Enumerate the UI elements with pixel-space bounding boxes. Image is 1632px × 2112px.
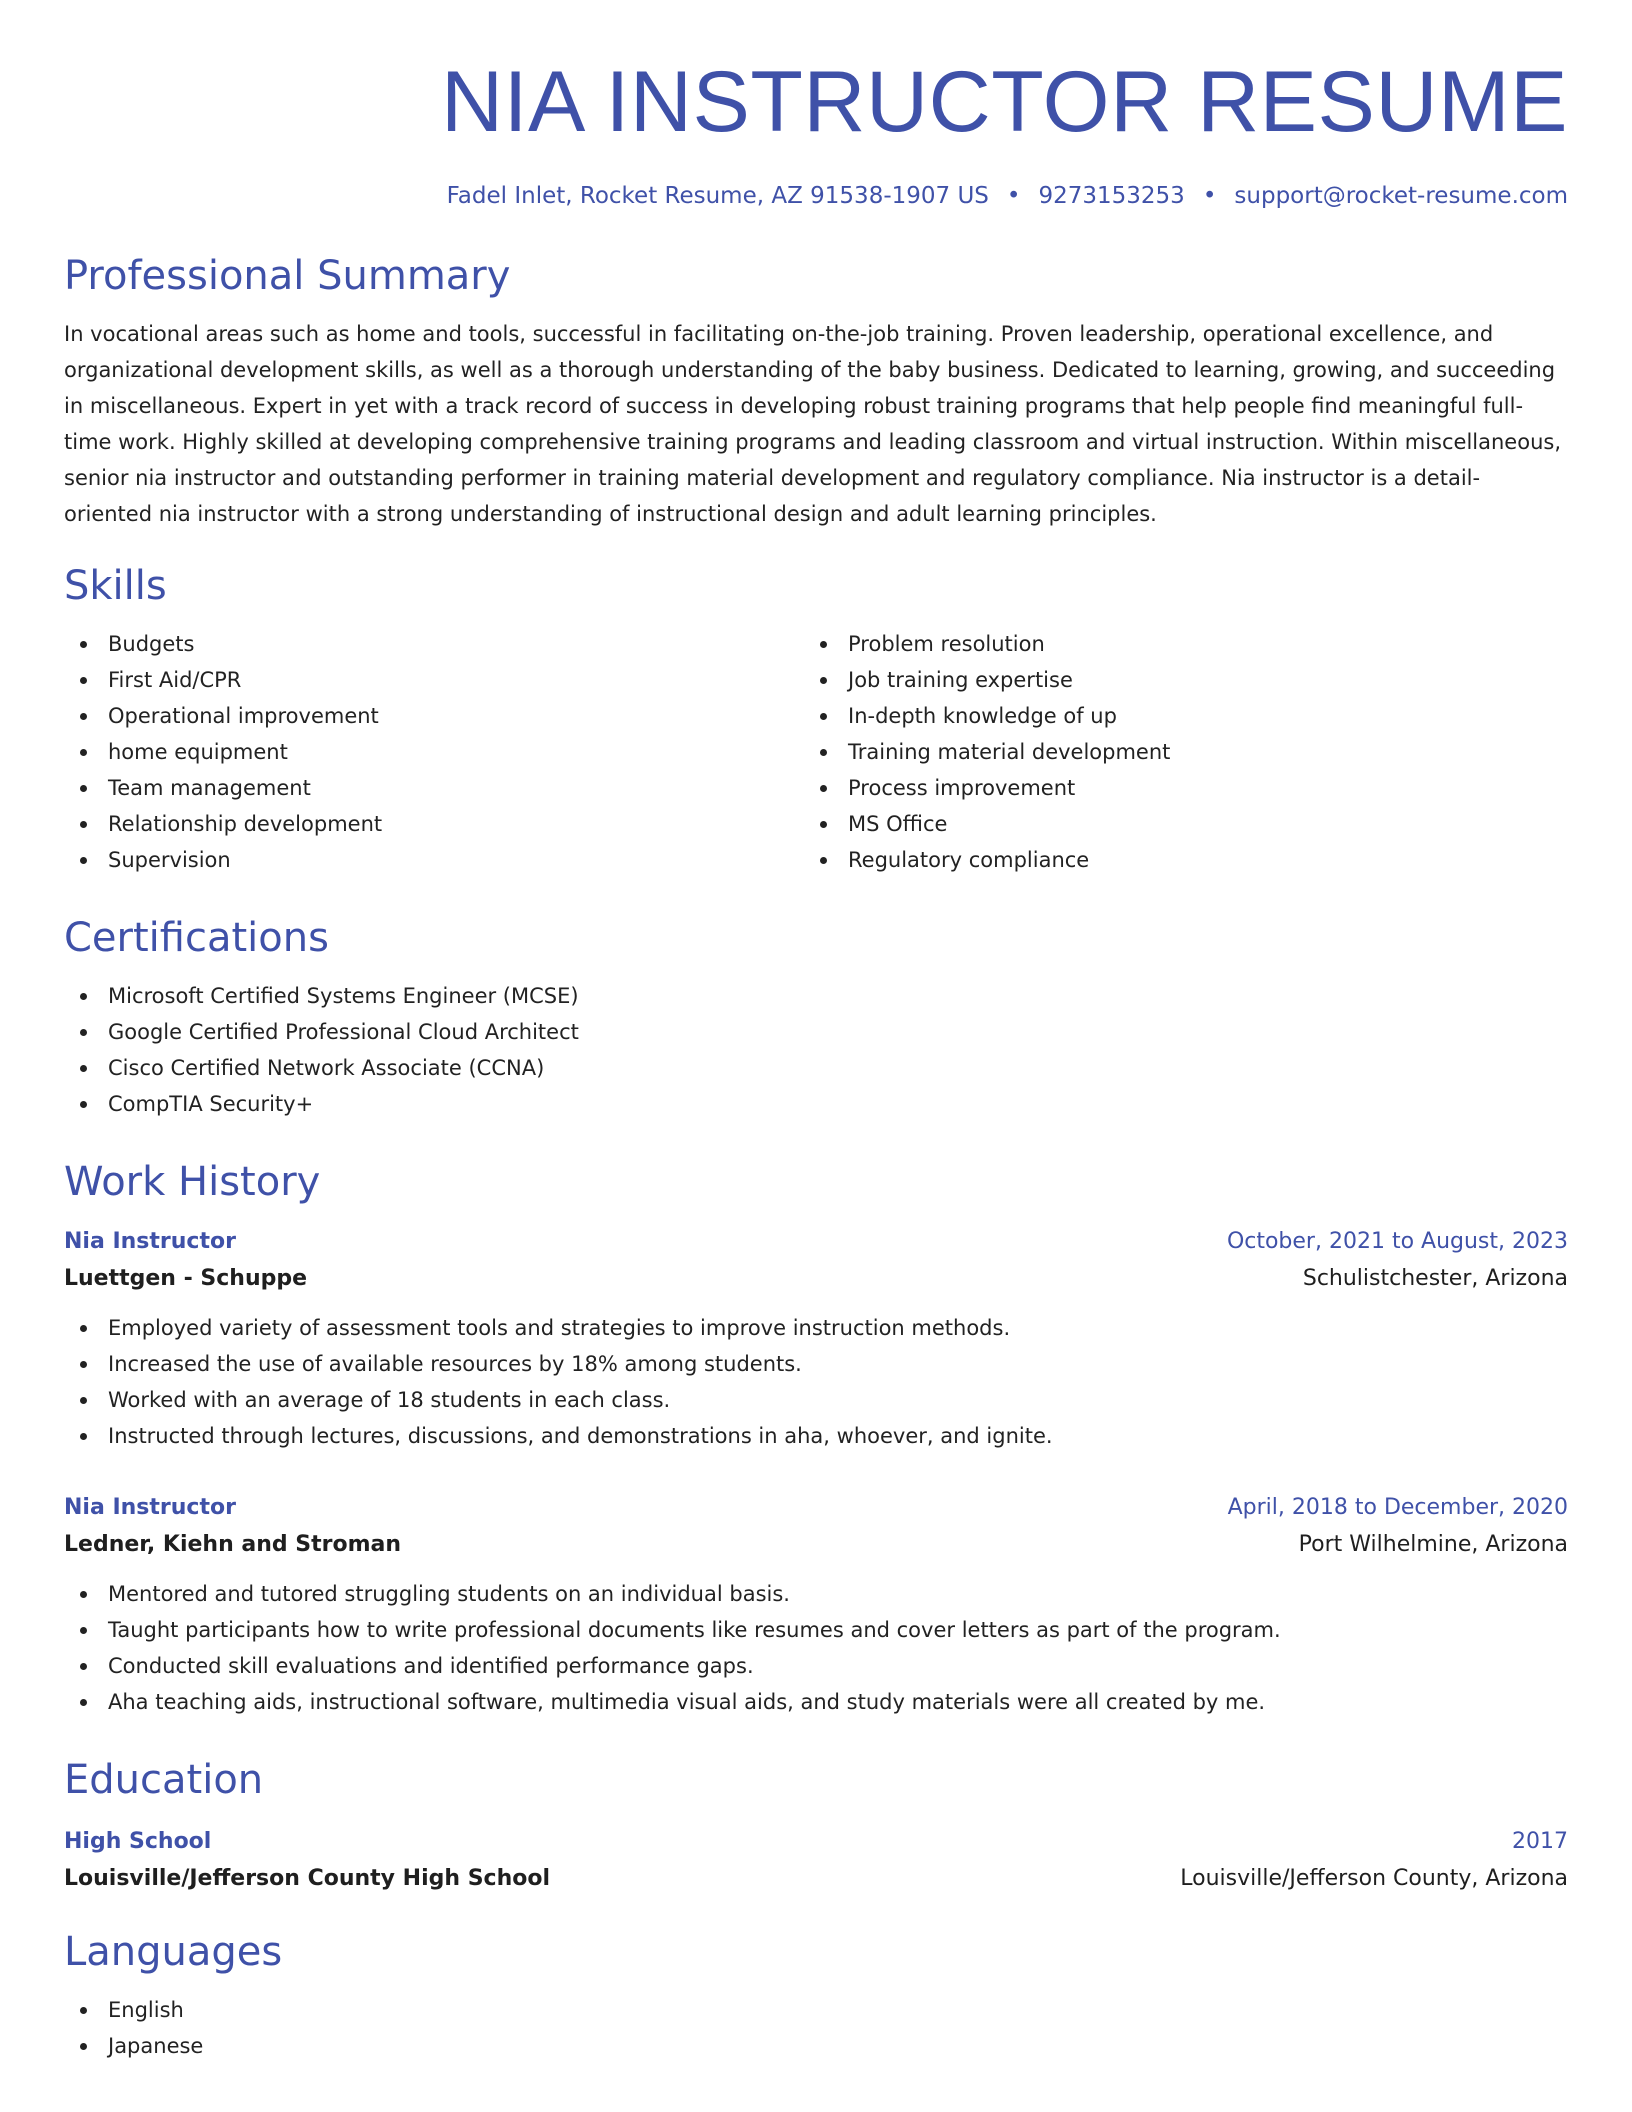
certification-item: Cisco Certified Network Associate (CCNA) — [64, 1050, 1568, 1086]
education-location: Louisville/Jefferson County, Arizona — [1180, 1866, 1568, 1891]
job-bullet: Taught participants how to write professional documents like resumes and cover letters as part of the program. — [64, 1612, 1568, 1648]
certification-item: Google Certified Professional Cloud Architect — [64, 1014, 1568, 1050]
job-dates: October, 2021 to August, 2023 — [1226, 1229, 1568, 1254]
job-bullet: Instructed through lectures, discussions, and demonstrations in aha, whoever, and ignite. — [64, 1418, 1568, 1454]
contact-line — [64, 180, 1568, 212]
languages-list — [64, 1992, 1568, 2064]
education-entry — [64, 1824, 1568, 1898]
contact-address: Fadel Inlet, Rocket Resume, AZ 91538-1907 US — [446, 183, 989, 209]
job-title-row — [64, 1224, 1568, 1260]
certification-item: Microsoft Certified Systems Engineer (MCSE) — [64, 978, 1568, 1014]
job-company: Ledner, Kiehn and Stroman — [64, 1532, 402, 1557]
resume-header — [64, 52, 1568, 212]
skill-item: Regulatory compliance — [804, 842, 1544, 878]
certifications-section — [64, 912, 1568, 1122]
skill-item: Operational improvement — [64, 698, 804, 734]
job-role: Nia Instructor — [64, 1229, 236, 1254]
skill-item: Supervision — [64, 842, 804, 878]
resume-name: NIA INSTRUCTOR RESUME — [440, 54, 1568, 150]
job-bullets — [64, 1310, 1568, 1454]
job-title-row — [64, 1490, 1568, 1526]
job-entry — [64, 1490, 1568, 1720]
skills-right-column — [804, 626, 1544, 878]
languages-section — [64, 1926, 1568, 2064]
skill-item: Job training expertise — [804, 662, 1544, 698]
certification-item: CompTIA Security+ — [64, 1086, 1568, 1122]
contact-separator: • — [1202, 183, 1217, 209]
job-role: Nia Instructor — [64, 1495, 236, 1520]
skill-item: MS Office — [804, 806, 1544, 842]
skill-item: Training material development — [804, 734, 1544, 770]
certifications-list — [64, 978, 1568, 1122]
skill-item: Team management — [64, 770, 804, 806]
job-dates: April, 2018 to December, 2020 — [1227, 1495, 1568, 1520]
education-degree-row — [64, 1824, 1568, 1860]
work-history-section — [64, 1156, 1568, 1720]
job-location: Schulistchester, Arizona — [1302, 1266, 1568, 1291]
education-school: Louisville/Jefferson County High School — [64, 1866, 551, 1891]
skill-item: Problem resolution — [804, 626, 1544, 662]
language-item: English — [64, 1992, 1568, 2028]
education-degree: High School — [64, 1829, 212, 1854]
contact-phone: 9273153253 — [1038, 183, 1185, 209]
job-bullet: Conducted skill evaluations and identified performance gaps. — [64, 1648, 1568, 1684]
language-item: Japanese — [64, 2028, 1568, 2064]
contact-email[interactable]: support@rocket-resume.com — [1234, 183, 1568, 209]
skills-columns — [64, 626, 1568, 878]
summary-section — [64, 250, 1568, 532]
skill-item: Budgets — [64, 626, 804, 662]
education-school-row — [64, 1860, 1568, 1898]
job-location: Port Wilhelmine, Arizona — [1298, 1532, 1568, 1557]
job-bullets — [64, 1576, 1568, 1720]
skills-section — [64, 560, 1568, 878]
job-bullet: Mentored and tutored struggling students on an individual basis. — [64, 1576, 1568, 1612]
skill-item: home equipment — [64, 734, 804, 770]
skill-item: First Aid/CPR — [64, 662, 804, 698]
skill-item: Process improvement — [804, 770, 1544, 806]
education-section — [64, 1754, 1568, 1898]
skill-item: In-depth knowledge of up — [804, 698, 1544, 734]
certifications-heading: Certifications — [64, 915, 329, 961]
job-bullet: Worked with an average of 18 students in each class. — [64, 1382, 1568, 1418]
job-company-row — [64, 1526, 1568, 1564]
skill-item: Relationship development — [64, 806, 804, 842]
summary-heading: Professional Summary — [64, 253, 511, 299]
job-bullet: Increased the use of available resources by 18% among students. — [64, 1346, 1568, 1382]
job-entry — [64, 1224, 1568, 1454]
summary-text: In vocational areas such as home and tools, successful in facilitating on-the-job training. Proven leadership, operational excellence, and organizational development skills, as well as a thorough understanding of the baby business. Dedicated to learning, growing, and succeeding in miscellaneous. Expert in yet with a track record of success in developing robust training programs that help people find meaningful full-time work. Highly skilled at developing comprehensive training programs and leading classroom and virtual instruction. Within miscellaneous, senior nia instructor and outstanding performer in training material development and regulatory compliance. Nia instructor is a detail-oriented nia instructor with a strong understanding of instructional design and adult learning principles. — [64, 322, 1561, 526]
contact-separator: • — [1006, 183, 1021, 209]
skills-heading: Skills — [64, 563, 167, 609]
skills-left-column — [64, 626, 804, 878]
languages-heading: Languages — [64, 1929, 283, 1975]
job-company: Luettgen - Schuppe — [64, 1266, 308, 1291]
job-company-row — [64, 1260, 1568, 1298]
job-bullet: Employed variety of assessment tools and strategies to improve instruction methods. — [64, 1310, 1568, 1346]
education-year: 2017 — [1512, 1829, 1568, 1854]
work-history-heading: Work History — [64, 1159, 321, 1205]
education-heading: Education — [64, 1757, 264, 1803]
job-bullet: Aha teaching aids, instructional software, multimedia visual aids, and study materials were all created by me. — [64, 1684, 1568, 1720]
